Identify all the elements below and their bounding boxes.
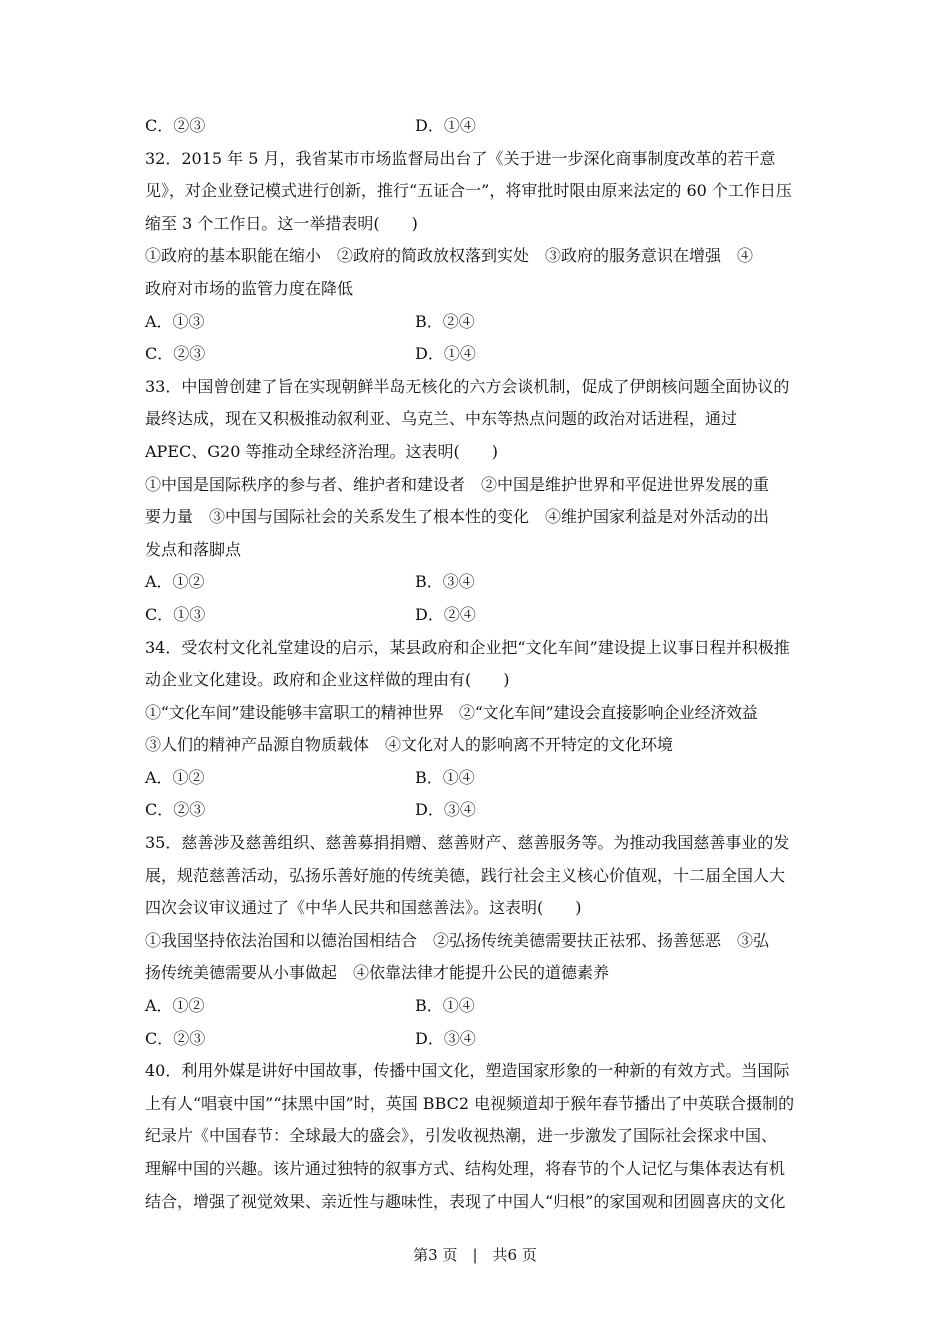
question-40 <box>145 1055 810 1218</box>
option-row <box>145 1023 810 1056</box>
statement-line: 要力量 ③中国与国际社会的关系发生了根本性的变化 ④维护国家利益是对外活动的出 <box>145 507 770 527</box>
passage-line: 结合，增强了视觉效果、亲近性与趣味性，表现了中国人“归根”的家国观和团圆喜庆的文化 <box>145 1191 786 1211</box>
question-stem-line: 见》，对企业登记模式进行创新，推行“五证合一”，将审批时限由原来法定的 60 个工作日压 <box>145 181 792 201</box>
question-32 <box>145 143 810 371</box>
option-a: A．①② <box>145 767 205 787</box>
option-row <box>145 599 810 632</box>
statement-line: ①政府的基本职能在缩小 ②政府的简政放权落到实处 ③政府的服务意识在增强 ④ <box>145 246 754 266</box>
question-stem-line: 动企业文化建设。政府和企业这样做的理由有( ) <box>145 670 510 690</box>
option-c: C．②③ <box>145 344 206 364</box>
option-row <box>145 990 810 1023</box>
q31-option-d: D．①④ <box>415 116 476 135</box>
option-d: D．①④ <box>415 344 476 364</box>
statement-line: ①中国是国际秩序的参与者、维护者和建设者 ②中国是维护世界和平促进世界发展的重 <box>145 474 770 494</box>
statement-line: ①我国坚持依法治国和以德治国相结合 ②弘扬传统美德需要扶正祛邪、扬善惩恶 ③弘 <box>145 930 770 950</box>
statement-line: 发点和落脚点 <box>145 539 242 559</box>
option-row <box>145 338 810 371</box>
option-c: C．②③ <box>145 1028 206 1048</box>
option-row <box>145 794 810 827</box>
question-stem-line: 展，规范慈善活动，弘扬乐善好施的传统美德，践行社会主义核心价值观，十二届全国人大 <box>145 865 786 885</box>
option-row <box>145 306 810 339</box>
option-b: B．①④ <box>415 996 475 1016</box>
option-row <box>145 762 810 795</box>
option-c: C．①③ <box>145 604 206 624</box>
option-a: A．①② <box>145 996 205 1016</box>
statement-line: ③人们的精神产品源自物质载体 ④文化对人的影响离不开特定的文化环境 <box>145 735 674 755</box>
option-c: C．②③ <box>145 800 206 820</box>
passage-line: 纪录片《中国春节：全球最大的盛会》，引发收视热潮，进一步激发了国际社会探求中国、 <box>145 1126 778 1146</box>
option-b: B．③④ <box>415 572 475 592</box>
passage-line: 40．利用外媒是讲好中国故事，传播中国文化，塑造国家形象的一种新的有效方式。当国际 <box>145 1061 790 1081</box>
option-a: A．①② <box>145 572 205 592</box>
passage-line: 理解中国的兴趣。该片通过独特的叙事方式、结构处理，将春节的个人记忆与集体表达有机 <box>145 1159 786 1178</box>
option-d: D．③④ <box>415 800 476 820</box>
statement-line: 政府对市场的监管力度在降低 <box>145 278 354 298</box>
q31-options <box>145 110 810 143</box>
question-stem-line: 四次会议审议通过了《中华人民共和国慈善法》。这表明( ) <box>145 898 582 918</box>
page-footer: 第3 页 | 共6 页 <box>413 1246 537 1264</box>
question-stem-line: 35．慈善涉及慈善组织、慈善募捐捐赠、慈善财产、慈善服务等。为推动我国慈善事业的发 <box>145 833 790 853</box>
question-stem-line: 32．2015 年 5 月，我省某市市场监督局出台了《关于进一步深化商事制度改革的若干意 <box>145 148 776 168</box>
option-b: B．①④ <box>415 767 475 787</box>
passage-line: 上有人“唱衰中国”“抹黑中国”时，英国 BBC2 电视频道却于猴年春节播出了中英联合摄制的 <box>145 1093 795 1113</box>
page-content <box>145 110 810 1218</box>
statement-line: 扬传统美德需要从小事做起 ④依靠法律才能提升公民的道德素养 <box>145 963 610 983</box>
q31-option-c: C．②③ <box>145 116 206 135</box>
option-row <box>145 566 810 599</box>
question-stem-line: 缩至 3 个工作日。这一举措表明( ) <box>145 213 418 233</box>
option-d: D．③④ <box>415 1028 476 1048</box>
question-stem-line: 33．中国曾创建了旨在实现朝鲜半岛无核化的六方会谈机制，促成了伊朗核问题全面协议的 <box>145 376 790 396</box>
question-stem-line: 34．受农村文化礼堂建设的启示，某县政府和企业把“文化车间”建设提上议事日程并积极推 <box>145 637 790 657</box>
option-d: D．②④ <box>415 604 476 624</box>
question-35 <box>145 827 810 1055</box>
option-b: B．②④ <box>415 311 475 331</box>
option-a: A．①③ <box>145 311 205 331</box>
question-34 <box>145 632 810 828</box>
question-33 <box>145 371 810 632</box>
question-stem-line: APEC、G20 等推动全球经济治理。这表明( ) <box>145 441 498 461</box>
statement-line: ①“文化车间”建设能够丰富职工的精神世界 ②“文化车间”建设会直接影响企业经济效益 <box>145 702 758 722</box>
question-stem-line: 最终达成，现在又积极推动叙利亚、乌克兰、中东等热点问题的政治对话进程，通过 <box>145 409 738 429</box>
